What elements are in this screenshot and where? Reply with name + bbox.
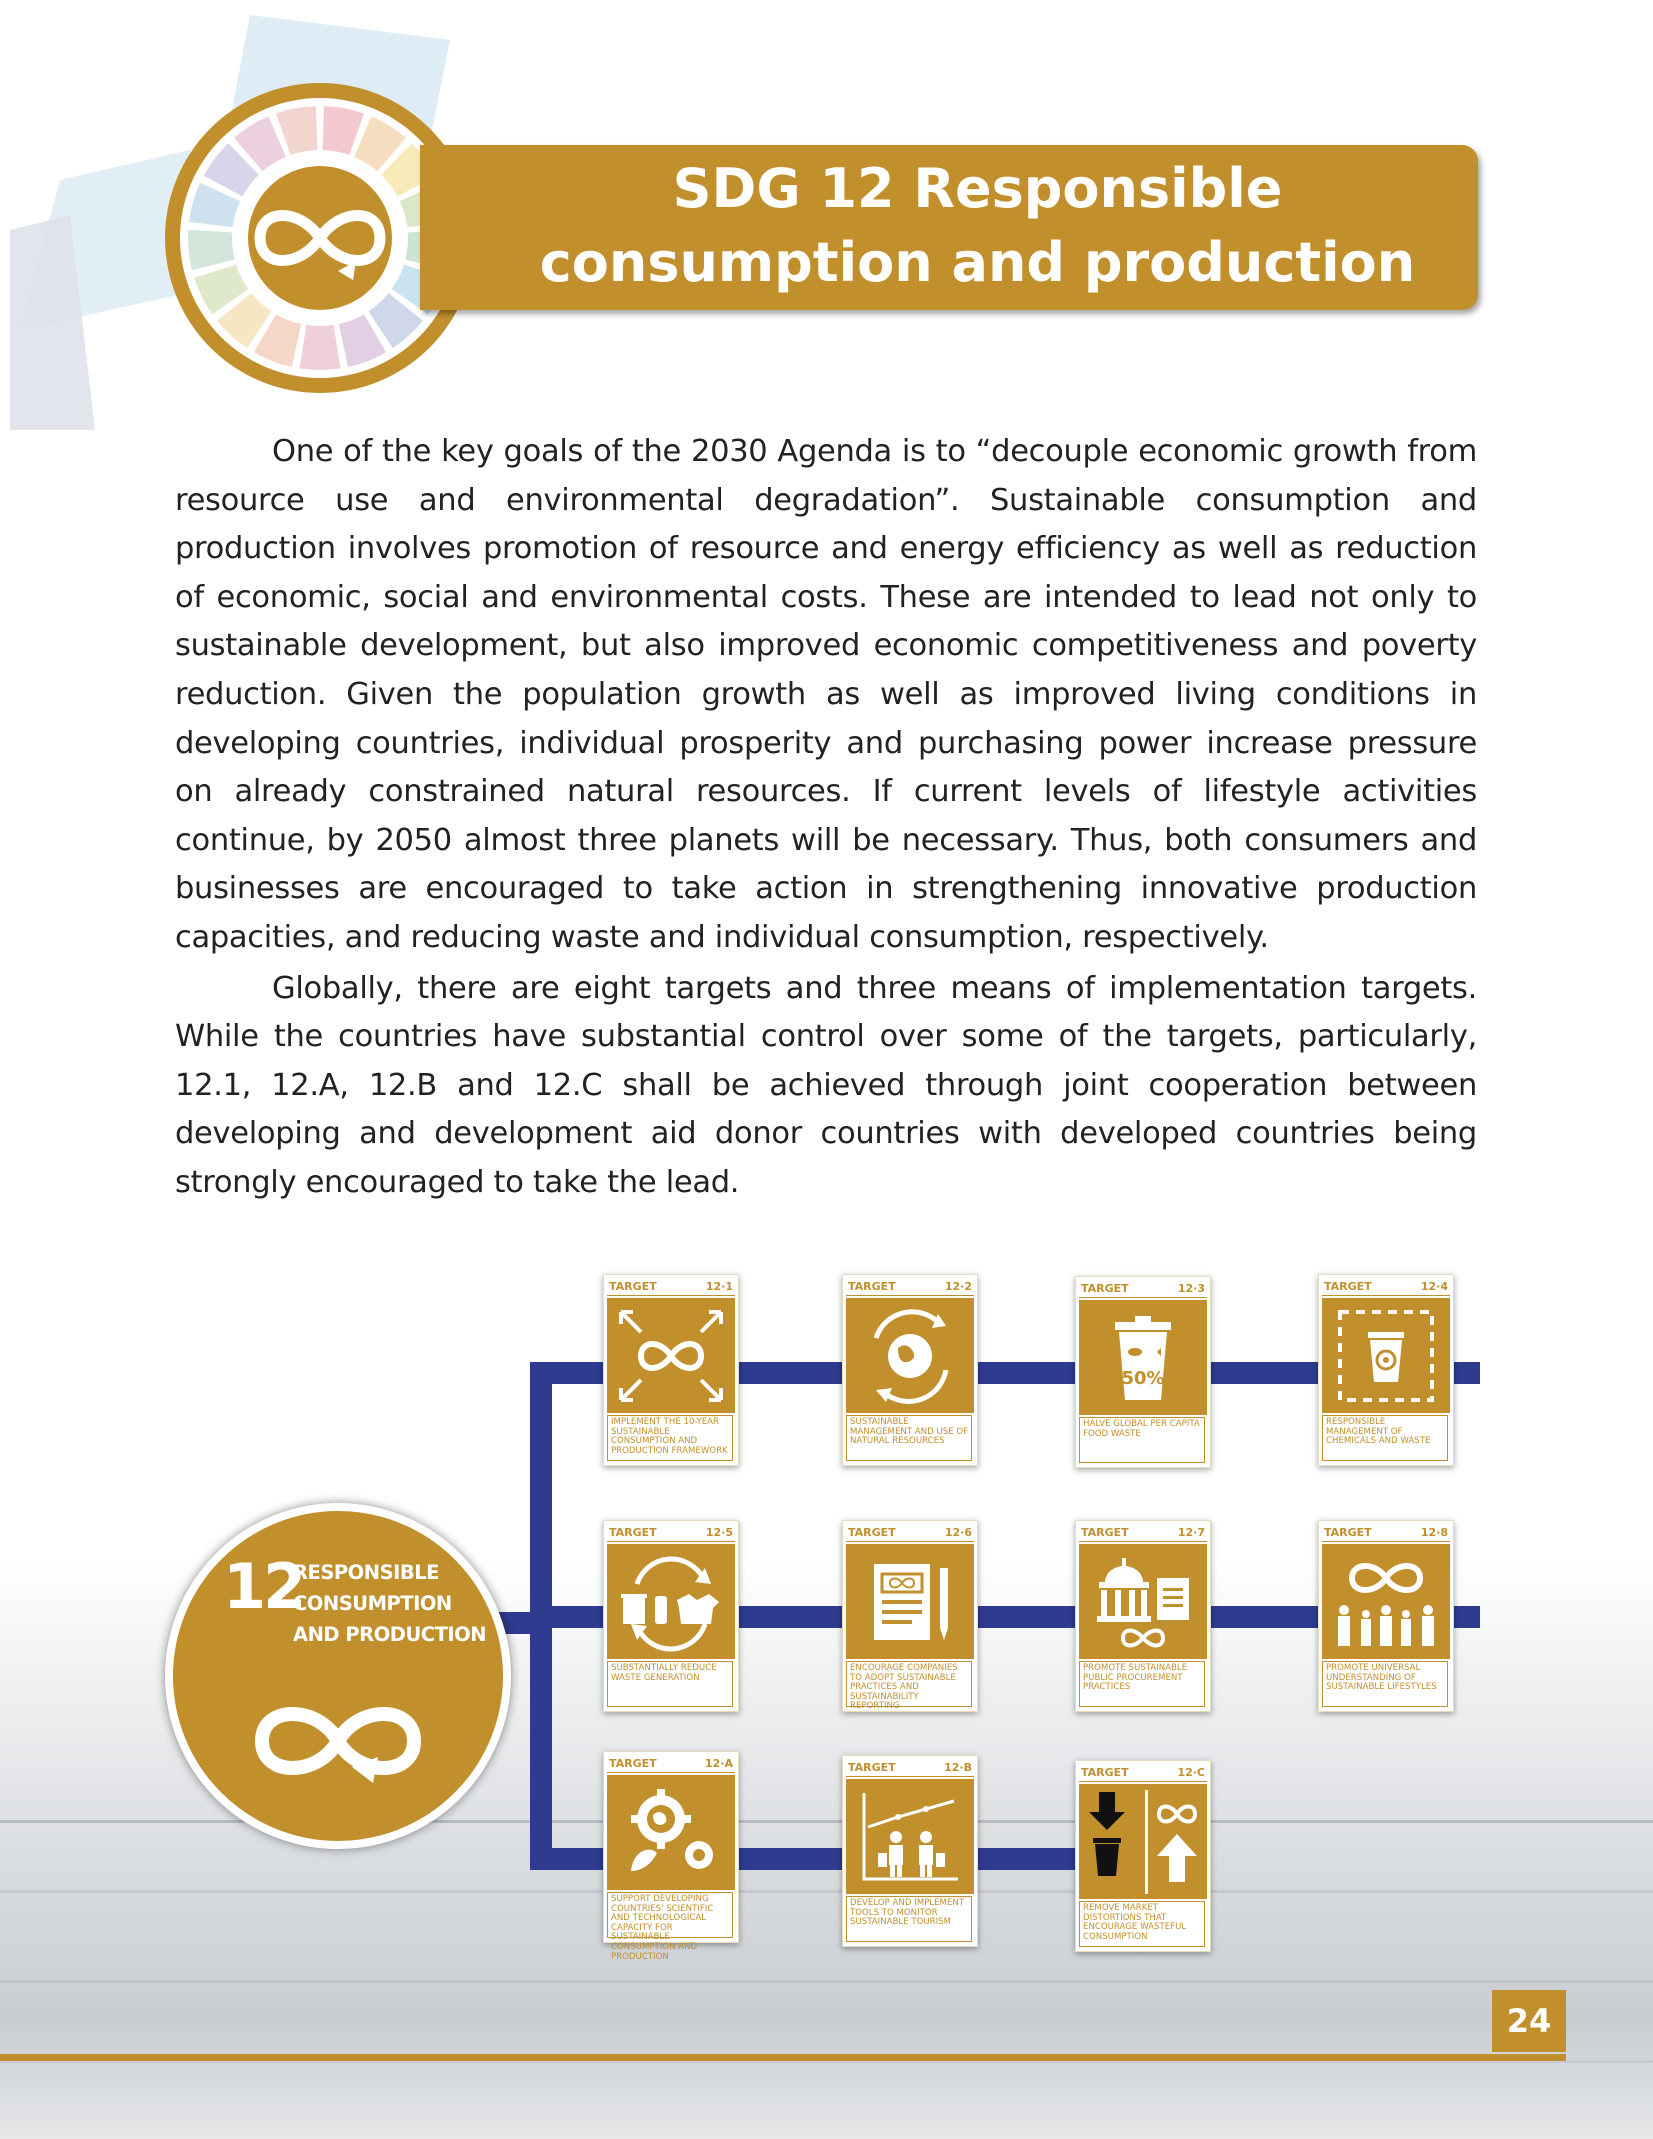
target-number: 12·3 bbox=[1177, 1282, 1205, 1295]
target-description: REMOVE MARKET DISTORTIONS THAT ENCOURAGE WASTEFUL CONSUMPTION bbox=[1079, 1901, 1205, 1947]
target-number: 12·1 bbox=[705, 1280, 733, 1293]
paragraph: One of the key goals of the 2030 Agenda is to “decouple economic growth from resource use and environmental degradation”. Sustainable consumption and production involves promotion of resource and energy efficiency as well as reduction of economic, social and environmental costs. These are intended to lead not only to sustainable development, but also improved economic competitiveness and poverty reduction. Given the population growth as well as improved living conditions in developing countries, individual prosperity and purchasing power increase pressure on already constrained natural resources. If current levels of lifestyle activities continue, by 2050 almost three planets will be necessary. Thus, both consumers and businesses are encouraged to take action in strengthening innovative production capacities, and reducing waste and individual consumption, respectively. bbox=[175, 434, 1477, 955]
target-description: PROMOTE SUSTAINABLE PUBLIC PROCUREMENT PRACTICES bbox=[1079, 1661, 1205, 1707]
target-card bbox=[603, 1751, 739, 1962]
target-card-header bbox=[1079, 1280, 1207, 1298]
target-description: PROMOTE UNIVERSAL UNDERSTANDING OF SUSTAINABLE LIFESTYLES bbox=[1322, 1661, 1448, 1707]
target-number: 12·A bbox=[705, 1757, 733, 1770]
target-number: 12·7 bbox=[1177, 1526, 1205, 1539]
infinity-arrows-icon bbox=[607, 1298, 735, 1413]
target-card bbox=[842, 1520, 978, 1712]
target-description: IMPLEMENT THE 10-YEAR SUSTAINABLE CONSUMPTION AND PRODUCTION FRAMEWORK bbox=[607, 1415, 733, 1461]
target-number: 12·8 bbox=[1420, 1526, 1448, 1539]
goal-number: 12 bbox=[223, 1550, 304, 1623]
target-card bbox=[842, 1755, 978, 1947]
target-label: TARGET bbox=[1324, 1526, 1372, 1539]
page-number-badge bbox=[1492, 1990, 1566, 2052]
target-card-header bbox=[846, 1524, 974, 1542]
target-description: DEVELOP AND IMPLEMENT TOOLS TO MONITOR SUSTAINABLE TOURISM bbox=[846, 1896, 972, 1942]
target-label: TARGET bbox=[609, 1757, 657, 1770]
footer-rule bbox=[0, 2054, 1566, 2061]
food-bin-icon bbox=[1079, 1300, 1207, 1415]
target-label: TARGET bbox=[848, 1280, 896, 1293]
target-description: SUSTAINABLE MANAGEMENT AND USE OF NATURAL RESOURCES bbox=[846, 1415, 972, 1461]
target-card bbox=[1075, 1520, 1211, 1712]
target-card-header bbox=[846, 1759, 974, 1777]
target-card bbox=[603, 1520, 739, 1712]
government-icon bbox=[1079, 1544, 1207, 1659]
target-card-header bbox=[1079, 1764, 1207, 1782]
svg-text:50%: 50% bbox=[1121, 1368, 1165, 1389]
target-description: HALVE GLOBAL PER CAPITA FOOD WASTE bbox=[1079, 1417, 1205, 1463]
recycle-icon bbox=[607, 1544, 735, 1659]
goal-label: RESPONSIBLE CONSUMPTION AND PRODUCTION bbox=[293, 1561, 487, 1646]
target-label: TARGET bbox=[609, 1280, 657, 1293]
target-card-header bbox=[846, 1278, 974, 1296]
paragraph: Globally, there are eight targets and three means of implementation targets. While the countries have substantial control over some of the targets, particularly, 12.1, 12.A, 12.B and 12.C shall be achieved through joint cooperation between developing and development aid donor countries with developed countries being strongly encouraged to take the lead. bbox=[175, 970, 1477, 1200]
infinity-icon bbox=[248, 1691, 428, 1791]
target-label: TARGET bbox=[848, 1761, 896, 1774]
target-number: 12·4 bbox=[1420, 1280, 1448, 1293]
globe-cycle-icon bbox=[846, 1298, 974, 1413]
target-card-header bbox=[607, 1278, 735, 1296]
target-card bbox=[1075, 1276, 1211, 1468]
page-title: SDG 12 Responsible consumption and production bbox=[539, 157, 1416, 294]
target-card bbox=[1075, 1760, 1211, 1952]
wheel-segment bbox=[300, 325, 341, 370]
target-number: 12·B bbox=[944, 1761, 972, 1774]
target-card bbox=[842, 1274, 978, 1466]
target-number: 12·6 bbox=[944, 1526, 972, 1539]
target-card bbox=[1318, 1520, 1454, 1712]
target-card-header bbox=[1079, 1524, 1207, 1542]
target-description: RESPONSIBLE MANAGEMENT OF CHEMICALS AND WASTE bbox=[1322, 1415, 1448, 1461]
body-text bbox=[175, 428, 1477, 1210]
target-label: TARGET bbox=[1081, 1282, 1129, 1295]
arrows-bin-icon bbox=[1079, 1784, 1207, 1899]
target-card-header bbox=[607, 1524, 735, 1542]
target-label: TARGET bbox=[1081, 1526, 1129, 1539]
target-description: SUBSTANTIALLY REDUCE WASTE GENERATION bbox=[607, 1661, 733, 1707]
target-card-header bbox=[607, 1755, 735, 1773]
target-card-header bbox=[1322, 1524, 1450, 1542]
tourism-chart-icon bbox=[846, 1779, 974, 1894]
target-label: TARGET bbox=[848, 1526, 896, 1539]
target-number: 12·5 bbox=[705, 1526, 733, 1539]
target-card-header bbox=[1322, 1278, 1450, 1296]
target-number: 12·C bbox=[1177, 1766, 1205, 1779]
people-infinity-icon bbox=[1322, 1544, 1450, 1659]
gears-globe-icon bbox=[607, 1775, 735, 1890]
target-label: TARGET bbox=[609, 1526, 657, 1539]
target-card bbox=[603, 1274, 739, 1466]
page-number: 24 bbox=[1506, 2002, 1552, 2040]
target-description: SUPPORT DEVELOPING COUNTRIES' SCIENTIFIC AND TECHNOLOGICAL CAPACITY FOR SUSTAINABLE CONSUMPTION AND PRODUCTION bbox=[607, 1892, 733, 1938]
goal-12-badge bbox=[165, 1503, 511, 1849]
report-icon bbox=[846, 1544, 974, 1659]
biohazard-bin-icon bbox=[1322, 1298, 1450, 1413]
target-number: 12·2 bbox=[944, 1280, 972, 1293]
target-description: ENCOURAGE COMPANIES TO ADOPT SUSTAINABLE PRACTICES AND SUSTAINABILITY REPORTING bbox=[846, 1661, 972, 1707]
target-label: TARGET bbox=[1324, 1280, 1372, 1293]
target-card bbox=[1318, 1274, 1454, 1466]
target-label: TARGET bbox=[1081, 1766, 1129, 1779]
